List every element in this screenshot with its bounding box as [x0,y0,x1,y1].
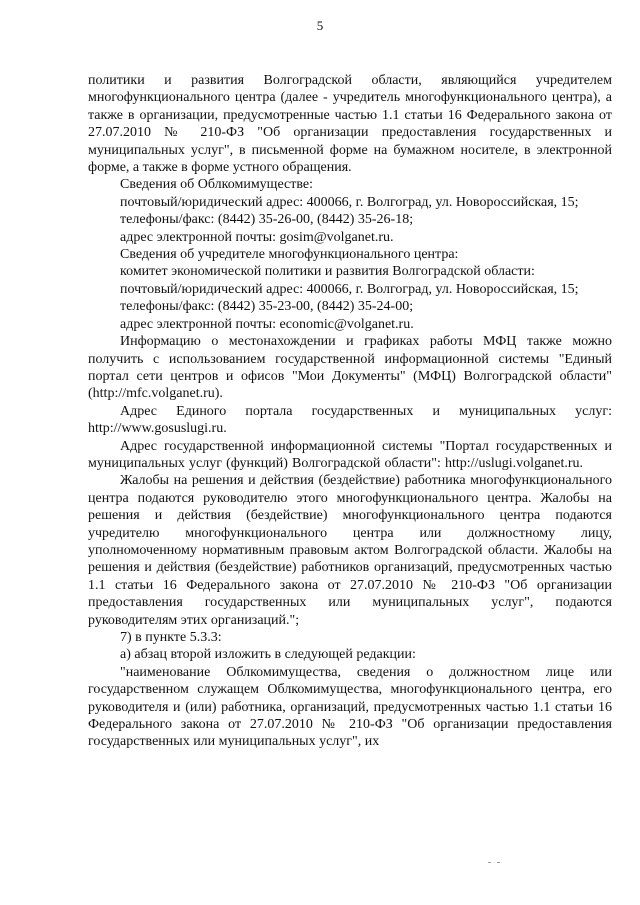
paragraph-regional-portal: Адрес государственной информационной системы "Портал государственных и муниципальных услуг (функций) Волгоградской области": http://uslugi.volganet.ru. [88,438,612,471]
paragraph-founder-email: адрес электронной почты: economic@volganet.ru. [120,316,414,332]
scan-artifact [488,862,491,863]
paragraph-founder-address: почтовый/юридический адрес: 400066, г. Волгоград, ул. Новороссийская, 15; [120,281,579,297]
paragraph-new-wording: "наименование Облкомимущества, сведения о должностном лице или государственном служащем Облкомимущества, многофункционального центра, его руководителя и (или) работника, организаций, предусмотренных частью 1.1 статьи 16 Федерального закона от 27.07.2010 № 210-ФЗ "Об организации предоставления государственных или муниципальных услуг", их [88,664,612,750]
paragraph-complaints: Жалобы на решения и действия (бездействие) работника многофункционального центра подаются руководителю этого многофункционального центра. Жалобы на решения и действия (бездействие) многофункционального центра подаются учредителю многофункционального центра или должностному лицу, уполномоченному нормативным правовым актом Волгоградской области. Жалобы на решения и действия (бездействие) работников организаций, предусмотренных частью 1.1 статьи 16 Федерального закона от 27.07.2010 № 210-ФЗ "Об организации предоставления государственных или муниципальных услуг", подаются руководителям этих организаций."; [88,473,612,628]
paragraph-unified-portal: Адрес Единого портала государственных и муниципальных услуг: http://www.gosuslugi.ru. [88,403,612,437]
scan-artifact [497,862,500,863]
paragraph-oblkom-heading: Сведения об Облкомимуществе: [120,177,313,193]
paragraph-oblkom-phones: телефоны/факс: (8442) 35-26-00, (8442) 35-26-18; [120,212,414,228]
paragraph-item-7a: а) абзац второй изложить в следующей редакции: [120,647,416,663]
paragraph-founder-phones: телефоны/факс: (8442) 35-23-00, (8442) 35-24-00; [120,299,414,315]
paragraph-oblkom-address: почтовый/юридический адрес: 400066, г. Волгоград, ул. Новороссийская, 15; [120,194,579,210]
paragraph-oblkom-email: адрес электронной почты: gosim@volganet.ru. [120,229,394,245]
page-number: 5 [316,18,324,33]
paragraph-founder-name: комитет экономической политики и развития Волгоградской области: [120,264,535,280]
document-body [88,72,612,751]
paragraph-mfc-info: Информацию о местонахождении и графиках работы МФЦ также можно получить с использованием государственной информационной системы "Единый портал сети центров и офисов "Мои Документы" (МФЦ) Волгоградской области" (http://mfc.volganet.ru). [88,334,612,402]
paragraph-founder-heading: Сведения об учредителе многофункционального центра: [120,247,459,263]
paragraph-item-7: 7) в пункте 5.3.3: [120,630,222,645]
paragraph-intro-continuation: политики и развития Волгоградской области, являющийся учредителем многофункционального центра (далее - учредитель многофункционального центра), а также в организации, предусмотренные частью 1.1 статьи 16 Федерального закона от 27.07.2010 № 210-ФЗ "Об организации предоставления государственных и муниципальных услуг", в письменной форме на бумажном носителе, в электронной форме, а также в форме устного обращения. [88,73,612,176]
